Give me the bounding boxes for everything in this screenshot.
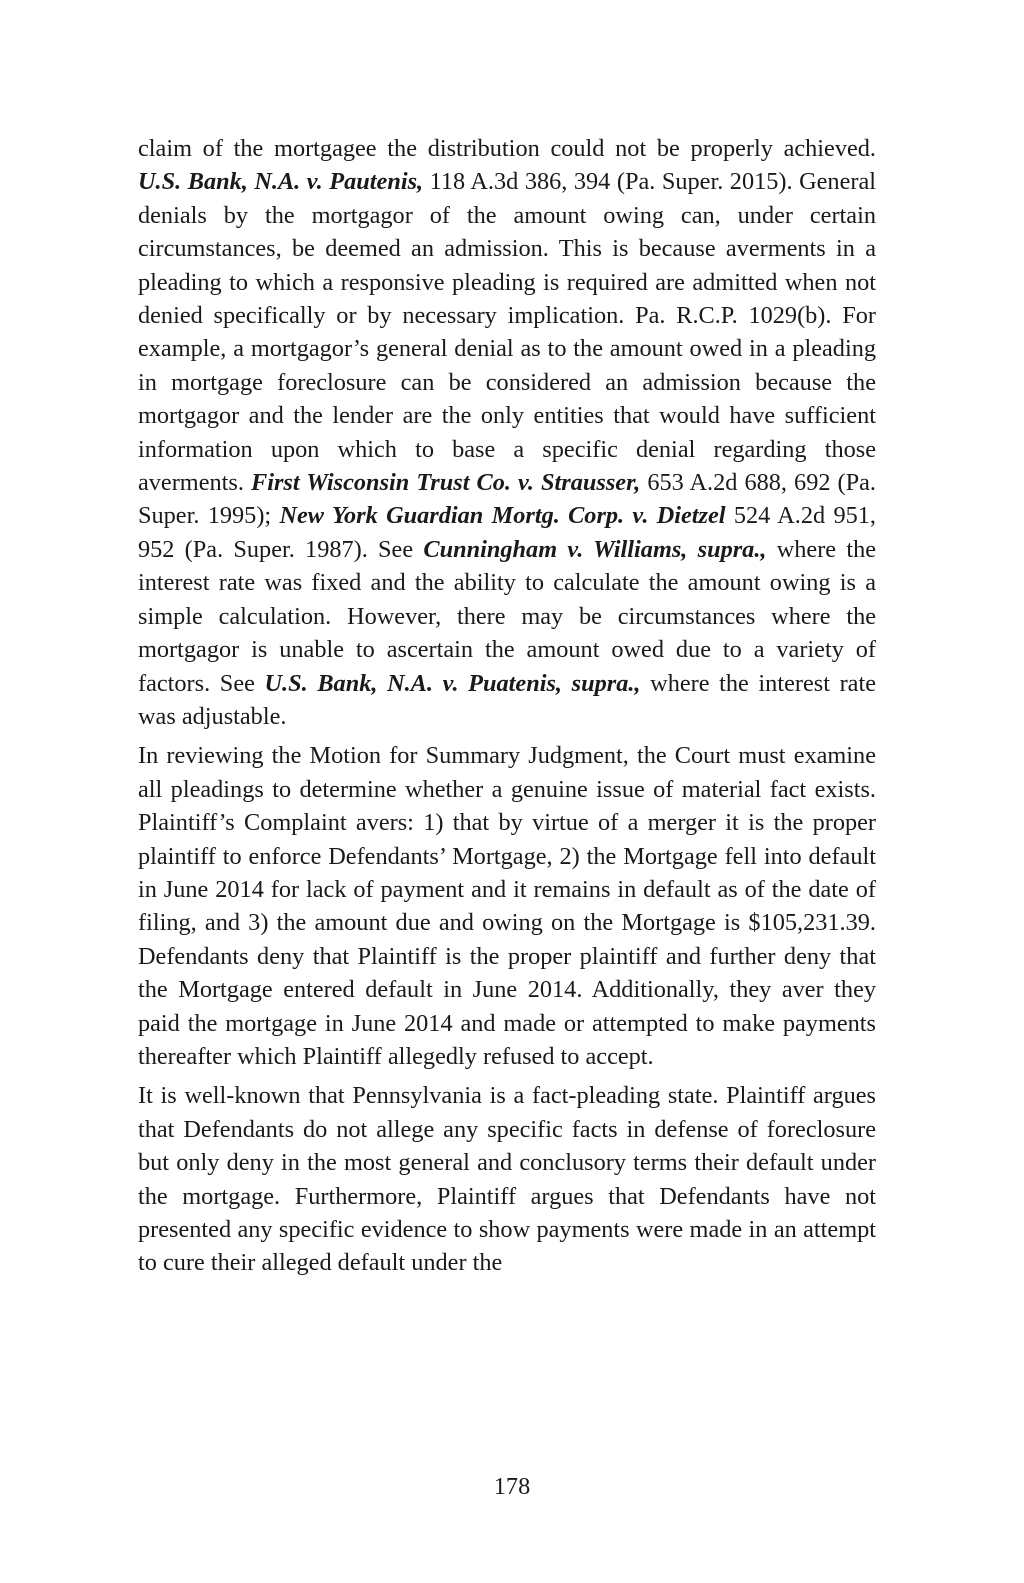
paragraph-1-text: 524 A.2d 951, 952 (Pa. Super. 1987). See [138, 502, 876, 563]
paragraph-1 [138, 132, 876, 733]
paragraph-1-text: claim of the mortgagee the distribution could not be properly achieved. [138, 135, 876, 162]
case-citation-new-york-guardian: New York Guardian Mortg. Corp. v. Dietzel [279, 502, 726, 530]
paragraph-3 [138, 1079, 876, 1279]
paragraph-1-text: where the interest rate was fixed and the ability to calculate the amount owing is a simple calculation. However, there may be circumstances where the mortgagor is unable to ascertain the amount owed due to a variety of factors. See [138, 535, 877, 697]
paragraph-2 [138, 739, 876, 1073]
case-citation-us-bank-pautenis: U.S. Bank, N.A. v. Pautenis, [138, 168, 424, 196]
case-citation-us-bank-puatenis: U.S. Bank, N.A. v. Puatenis, supra., [264, 669, 641, 697]
case-citation-cunningham: Cunningham v. Williams, supra., [423, 535, 767, 563]
paragraph-3-text: It is well-known that Pennsylvania is a fact-pleading state. Plaintiff argues that Defendants do not allege any specific facts in defense of foreclosure but only deny in the most general and conclusory terms their default under the mortgage. Furthermore, Plaintiff argues that Defendants have not presented any specific evidence to show payments were made in an attempt to cure their alleged default under the [138, 1082, 876, 1277]
page-body [138, 132, 876, 1280]
paragraph-2-text: In reviewing the Motion for Summary Judgment, the Court must examine all pleadings to determine whether a genuine issue of material fact exists. Plaintiff’s Complaint avers: 1) that by virtue of a merger it is the proper plaintiff to enforce Defendants’ Mortgage, 2) the Mortgage fell into default in June 2014 for lack of payment and it remains in default as of the date of filing, and 3) the amount due and owing on the Mortgage is $105,231.39. Defendants deny that Plaintiff is the proper plaintiff and further deny that the Mortgage entered default in June 2014. Additionally, they aver they paid the mortgage in June 2014 and made or attempted to make payments thereafter which Plaintiff allegedly refused to accept. [138, 742, 876, 1070]
paragraph-1-text: where the interest rate was adjustable. [138, 669, 876, 730]
paragraph-1-text: 653 A.2d 688, 692 (Pa. Super. 1995); [138, 469, 877, 530]
page-number: 178 [493, 1473, 531, 1500]
paragraph-1-text: 118 A.3d 386, 394 (Pa. Super. 2015). General denials by the mortgagor of the amount owing can, under certain circumstances, be deemed an admission. This is because averments in a pleading to which a responsive pleading is required are admitted when not denied specifically or by necessary implication. Pa. R.C.P. 1029(b). For example, a mortgagor’s general denial as to the amount owed in a pleading in mortgage foreclosure can be considered an admission because the mortgagor and the lender are the only entities that would have sufficient information upon which to base a specific denial regarding those averments. [138, 168, 876, 497]
case-citation-first-wisconsin: First Wisconsin Trust Co. v. Strausser, [250, 469, 641, 497]
